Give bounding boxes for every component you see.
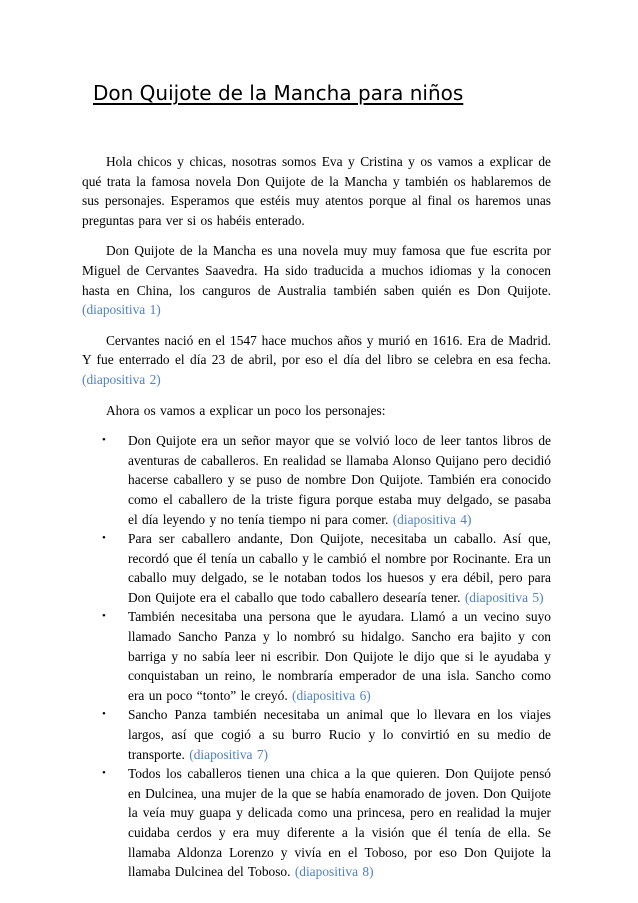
list-item-text: Para ser caballero andante, Don Quijote, necesitaba un caballo. Así que, recordó que él tenía un caballo y le cambió el nombre por Rocinante. Era un caballo muy delgado, se le notaban todos los huesos y era débil, pero para Don Quijote era el caballo que todo caballero desearía tener. <box>128 531 551 605</box>
slide-reference: (diapositiva 2) <box>82 371 161 387</box>
paragraph-cervantes <box>82 331 551 390</box>
paragraph-text: Don Quijote de la Mancha es una novela muy muy famosa que fue escrita por Miguel de Cervantes Saavedra. Ha sido traducida a muchos idiomas y la conocen hasta en China, los canguros de Australia también saben quién es Don Quijote. <box>82 243 551 298</box>
slide-reference: (diapositiva 4) <box>392 511 472 527</box>
document-body <box>82 152 551 882</box>
characters-list <box>82 431 551 882</box>
list-item <box>102 431 551 529</box>
bullet-icon: • <box>102 767 106 780</box>
paragraph-text: Ahora os vamos a explicar un poco los personajes: <box>106 402 386 418</box>
paragraph-text: Hola chicos y chicas, nosotras somos Eva y Cristina y os vamos a explicar de qué trata la famosa novela Don Quijote de la Mancha y también os hablaremos de sus personajes. Esperamos que estéis muy atentos porque al final os haremos unas preguntas para ver si os habéis enterado. <box>82 154 551 228</box>
slide-reference: (diapositiva 6) <box>292 687 371 703</box>
paragraph-characters-intro <box>82 401 551 421</box>
paragraph-text: Cervantes nació en el 1547 hace muchos años y murió en 1616. Era de Madrid. Y fue enterrado el día 23 de abril, por eso el día del libro se celebra en esa fecha. <box>82 332 551 368</box>
bullet-icon: • <box>102 708 106 721</box>
list-item <box>102 607 551 705</box>
bullet-icon: • <box>102 434 106 447</box>
list-item-text: También necesitaba una persona que le ayudara. Llamó a un vecino suyo llamado Sancho Panza y lo nombró su hidalgo. Sancho era bajito y con barriga y no sabía leer ni escribir. Don Quijote le dijo que si le ayudaba y conquistaban un reino, le nombraría emperador de una isla. Sancho como era un poco “tonto” le creyó. <box>128 609 551 703</box>
list-item <box>102 529 551 607</box>
list-item-text: Todos los caballeros tienen una chica a la que quieren. Don Quijote pensó en Dulcinea, una mujer de la que se había enamorado de joven. Don Quijote la veía muy guapa y delicada como una princesa, pero en realidad la mujer cuidaba cerdos y era muy diferente a la visión que él tenía de ella. Se llamaba Aldonza Lorenzo y vivía en el Toboso, por eso Don Quijote la llamaba Dulcinea del Toboso. <box>128 766 551 880</box>
slide-reference: (diapositiva 8) <box>294 864 374 880</box>
list-item-text: Don Quijote era un señor mayor que se volvió loco de leer tantos libros de aventuras de caballeros. En realidad se llamaba Alonso Quijano pero decidió hacerse caballero y se puso de nombre Don Quijote. También era conocido como el caballero de la triste figura porque estaba muy delgado, se pasaba el día leyendo y no tenía tiempo ni para comer. <box>128 433 551 527</box>
list-item <box>102 705 551 764</box>
slide-reference: (diapositiva 5) <box>464 589 544 605</box>
list-item-text: Sancho Panza también necesitaba un animal que lo llevara en los viajes largos, así que cogió a su burro Rucio y lo convirtió en su medio de transporte. <box>128 707 551 762</box>
paragraph-intro <box>82 152 551 230</box>
document-title: Don Quijote de la Mancha para niños <box>93 81 464 105</box>
slide-reference: (diapositiva 7) <box>189 746 268 762</box>
slide-reference: (diapositiva 1) <box>82 302 161 318</box>
list-item <box>102 764 551 882</box>
bullet-icon: • <box>102 532 106 545</box>
bullet-icon: • <box>102 610 106 623</box>
paragraph-novel <box>82 241 551 319</box>
